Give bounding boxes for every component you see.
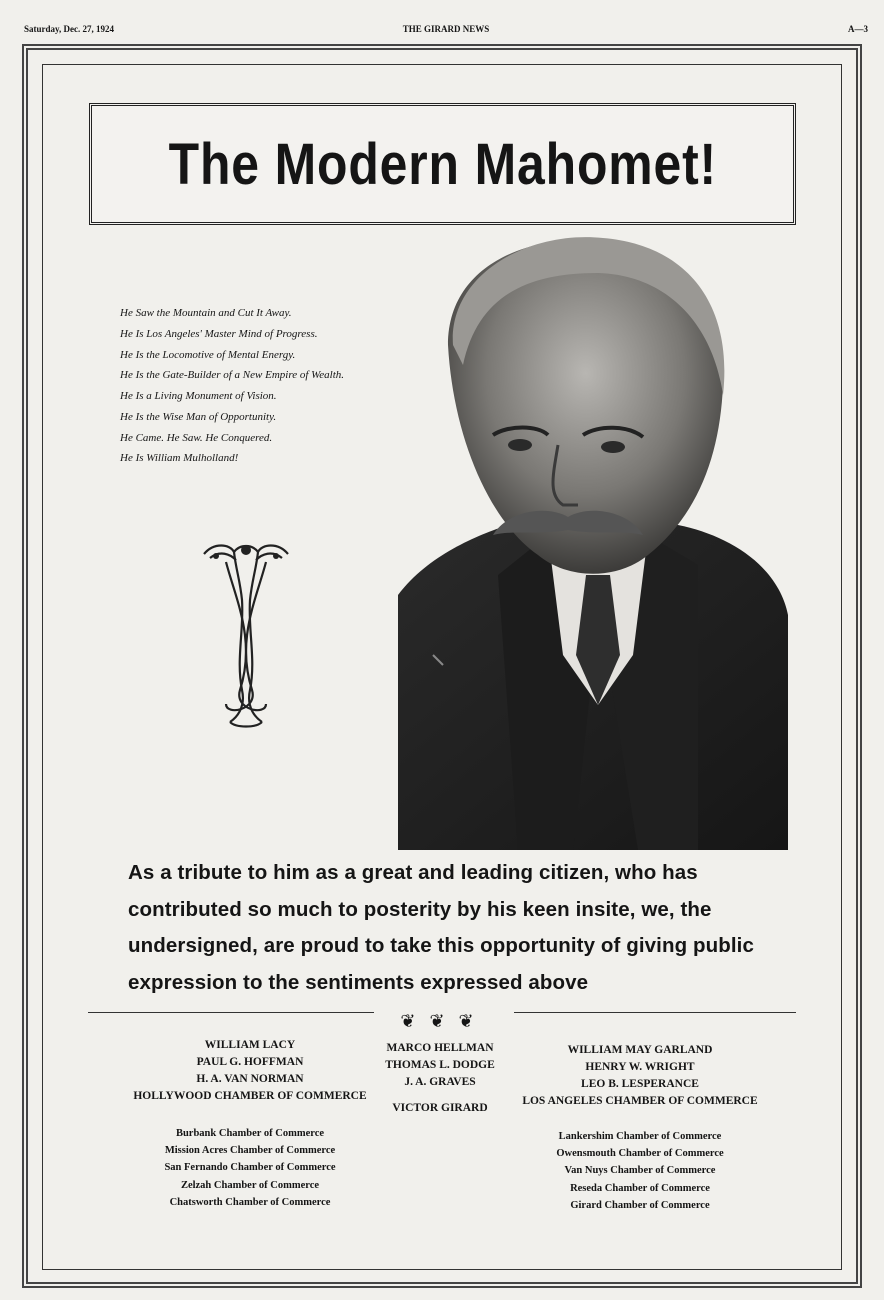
praise-line: He Is William Mulholland! <box>120 452 239 465</box>
signer-name: MARCO HELLMAN <box>386 1042 494 1054</box>
praise-list <box>120 307 390 473</box>
chamber-entry: Van Nuys Chamber of Commerce <box>564 1165 716 1177</box>
praise-line: He Saw the Mountain and Cut It Away. <box>120 307 292 319</box>
praise-line: He Is a Living Monument of Vision. <box>120 390 277 402</box>
newspaper-header <box>24 24 868 40</box>
chamber-entry: Lankershim Chamber of Commerce <box>558 1131 722 1142</box>
praise-line: He Is the Gate-Builder of a New Empire of Wealth. <box>120 369 345 382</box>
chamber-entry: San Fernando Chamber of Commerce <box>164 1162 336 1174</box>
headline: The Modern Mahomet! <box>168 131 717 197</box>
signer-name: VICTOR GIRARD <box>392 1102 488 1114</box>
chambers-right <box>510 1128 770 1214</box>
chamber-entry: Zelzah Chamber of Commerce <box>180 1179 320 1191</box>
signer-name: HENRY W. WRIGHT <box>585 1061 695 1073</box>
signer-name: WILLIAM MAY GARLAND <box>567 1044 713 1056</box>
signer-name: LEO B. LESPERANCE <box>581 1078 699 1090</box>
tribute-text: As a tribute to him as a great and leading citizen, who has contributed so much to posterity by his keen insite, we, the undersigned, are proud to take this opportunity of giving public expression to the sentiments expressed above <box>128 861 754 994</box>
chamber-entry: Burbank Chamber of Commerce <box>175 1128 325 1139</box>
praise-line: He Is Los Angeles' Master Mind of Progress. <box>120 327 318 340</box>
chamber-entry: Reseda Chamber of Commerce <box>570 1182 710 1194</box>
signer-name: H. A. VAN NORMAN <box>196 1073 304 1085</box>
chamber-name: HOLLYWOOD CHAMBER OF COMMERCE <box>133 1090 367 1102</box>
signer-name: WILLIAM LACY <box>204 1039 296 1051</box>
newspaper-name: THE GIRARD NEWS <box>402 24 490 34</box>
chamber-entry: Owensmouth Chamber of Commerce <box>556 1148 724 1160</box>
issue-date: Saturday, Dec. 27, 1924 <box>24 24 114 34</box>
praise-line: He Is the Wise Man of Opportunity. <box>120 410 277 423</box>
signer-name: PAUL G. HOFFMAN <box>196 1056 304 1068</box>
chambers-left <box>122 1125 378 1211</box>
art-nouveau-ornament <box>196 540 296 730</box>
page-number: A—3 <box>848 24 868 34</box>
signer-name: J. A. GRAVES <box>404 1076 476 1088</box>
headline-box <box>89 103 796 225</box>
praise-line: He Is the Locomotive of Mental Energy. <box>120 348 296 361</box>
chamber-entry: Mission Acres Chamber of Commerce <box>164 1145 336 1157</box>
chamber-name: LOS ANGELES CHAMBER OF COMMERCE <box>522 1095 758 1107</box>
mulholland-portrait <box>398 235 788 850</box>
fleuron-ornaments: ❦❦❦ <box>374 1011 514 1032</box>
signer-name: THOMAS L. DODGE <box>385 1059 495 1071</box>
signers-right <box>495 1042 785 1110</box>
chamber-entry: Girard Chamber of Commerce <box>570 1199 710 1211</box>
chamber-entry: Chatsworth Chamber of Commerce <box>169 1196 331 1208</box>
praise-line: He Came. He Saw. He Conquered. <box>120 431 273 444</box>
